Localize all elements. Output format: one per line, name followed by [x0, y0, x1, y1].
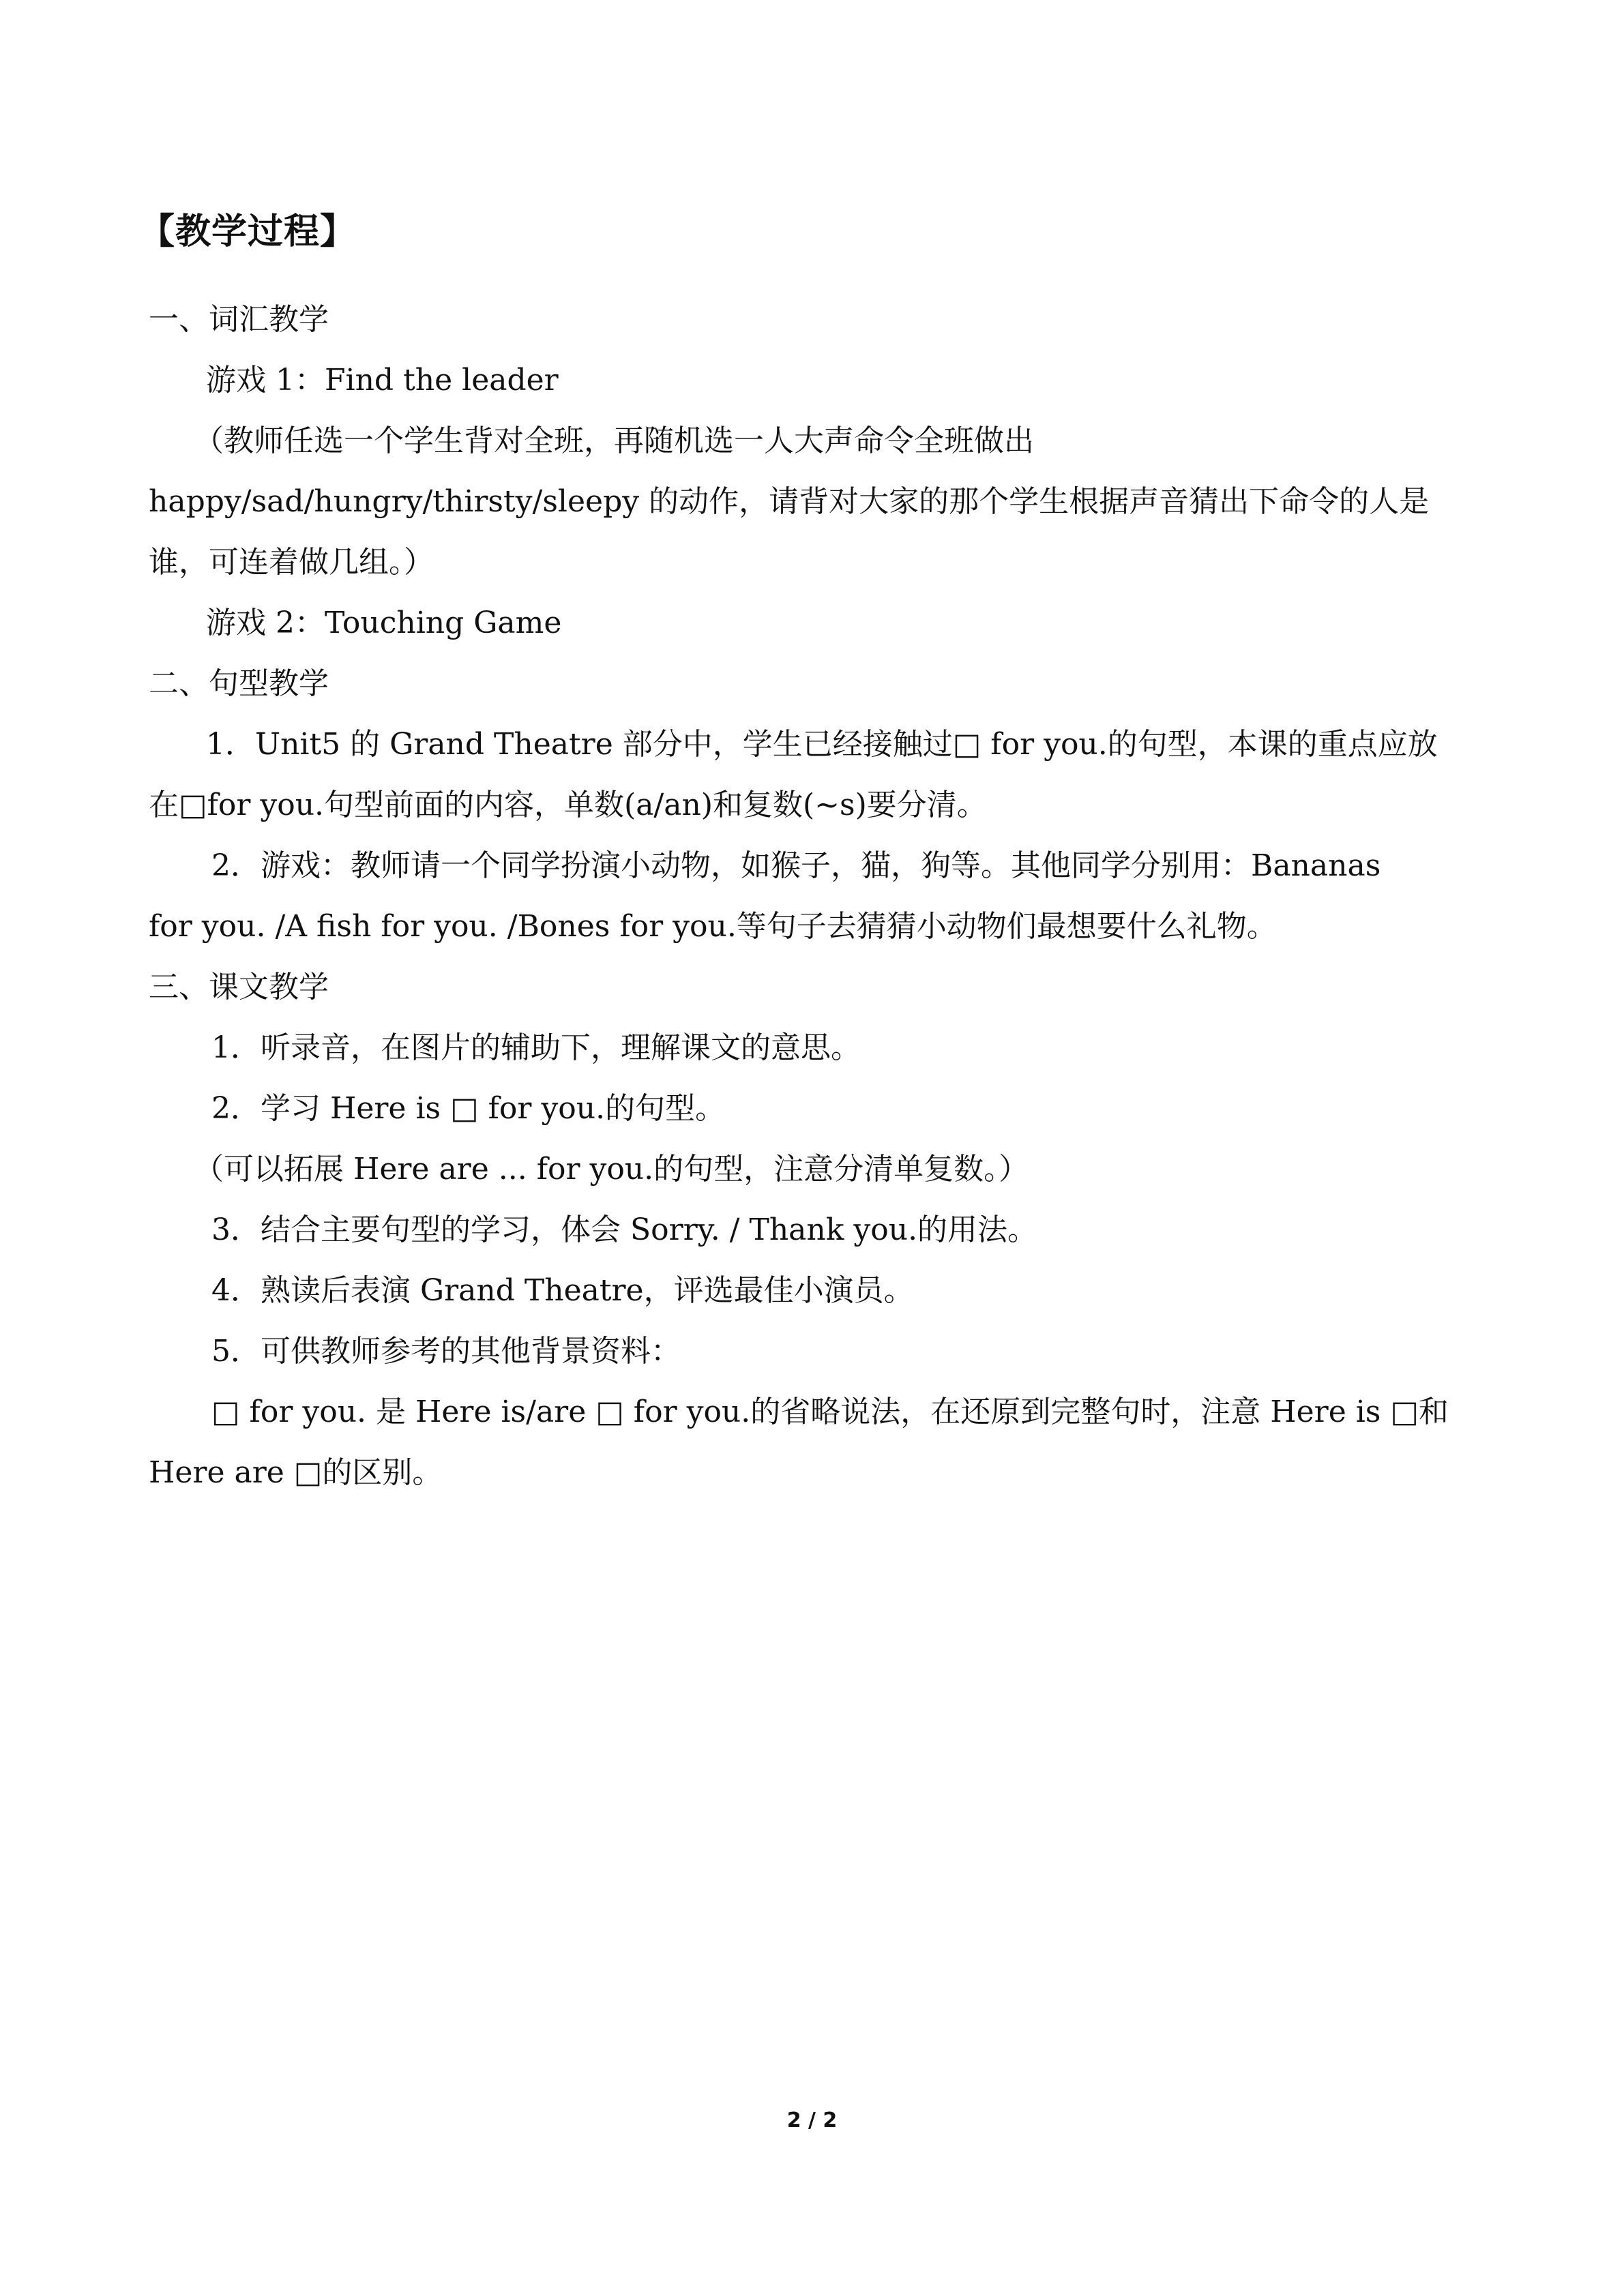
text-item-1: 1．听录音，在图片的辅助下，理解课文的意思。: [211, 1030, 861, 1065]
text-item-2: 2．学习 Here is □ for you.的句型。: [211, 1091, 726, 1126]
text-item-4: 4．熟读后表演 Grand Theatre，评选最佳小演员。: [211, 1273, 914, 1308]
game-1-note-line-1: （教师任选一个学生背对全班，再随机选一人大声命令全班做出: [194, 423, 1034, 458]
background-note-line-1: □ for you. 是 Here is/are □ for you.的省略说法，在还原到完整句时，注意 Here is □和: [211, 1395, 1449, 1429]
heading-sentence-patterns: 二、句型教学: [149, 666, 329, 701]
game-1: 游戏 1：Find the leader: [206, 363, 559, 398]
text-item-5: 5．可供教师参考的其他背景资料：: [211, 1334, 681, 1369]
game-1-note-line-3: 谁，可连着做几组。）: [149, 545, 434, 580]
heading-text-teaching: 三、课文教学: [149, 970, 329, 1004]
pattern-item-2-line-1: 2．游戏：教师请一个同学扮演小动物，如猴子，猫，狗等。其他同学分别用：Bananas: [211, 848, 1381, 883]
game-1-note-line-2: happy/sad/hungry/thirsty/sleepy 的动作，请背对大家的那个学生根据声音猜出下命令的人是: [149, 484, 1430, 519]
text-item-3: 3．结合主要句型的学习，体会 Sorry. / Thank you.的用法。: [211, 1212, 1038, 1247]
background-note-line-2: Here are □的区别。: [149, 1455, 443, 1490]
pattern-item-1-line-2: 在□for you.句型前面的内容，单数(a/an)和复数(~s)要分清。: [149, 788, 987, 822]
page-number: 2 / 2: [786, 2108, 838, 2132]
heading-vocabulary: 一、词汇教学: [149, 302, 329, 337]
document-body: [139, 205, 1486, 1503]
section-title: 【教学过程】: [139, 211, 357, 252]
pattern-item-1-line-1: 1．Unit5 的 Grand Theatre 部分中，学生已经接触过□ for you.的句型，本课的重点应放: [206, 727, 1438, 762]
text-item-2-note: （可以拓展 Here are ... for you.的句型，注意分清单复数。）: [194, 1152, 1029, 1187]
pattern-item-2-line-2: for you. /A fish for you. /Bones for you.等句子去猜猜小动物们最想要什么礼物。: [149, 909, 1277, 944]
game-2: 游戏 2：Touching Game: [206, 606, 562, 640]
